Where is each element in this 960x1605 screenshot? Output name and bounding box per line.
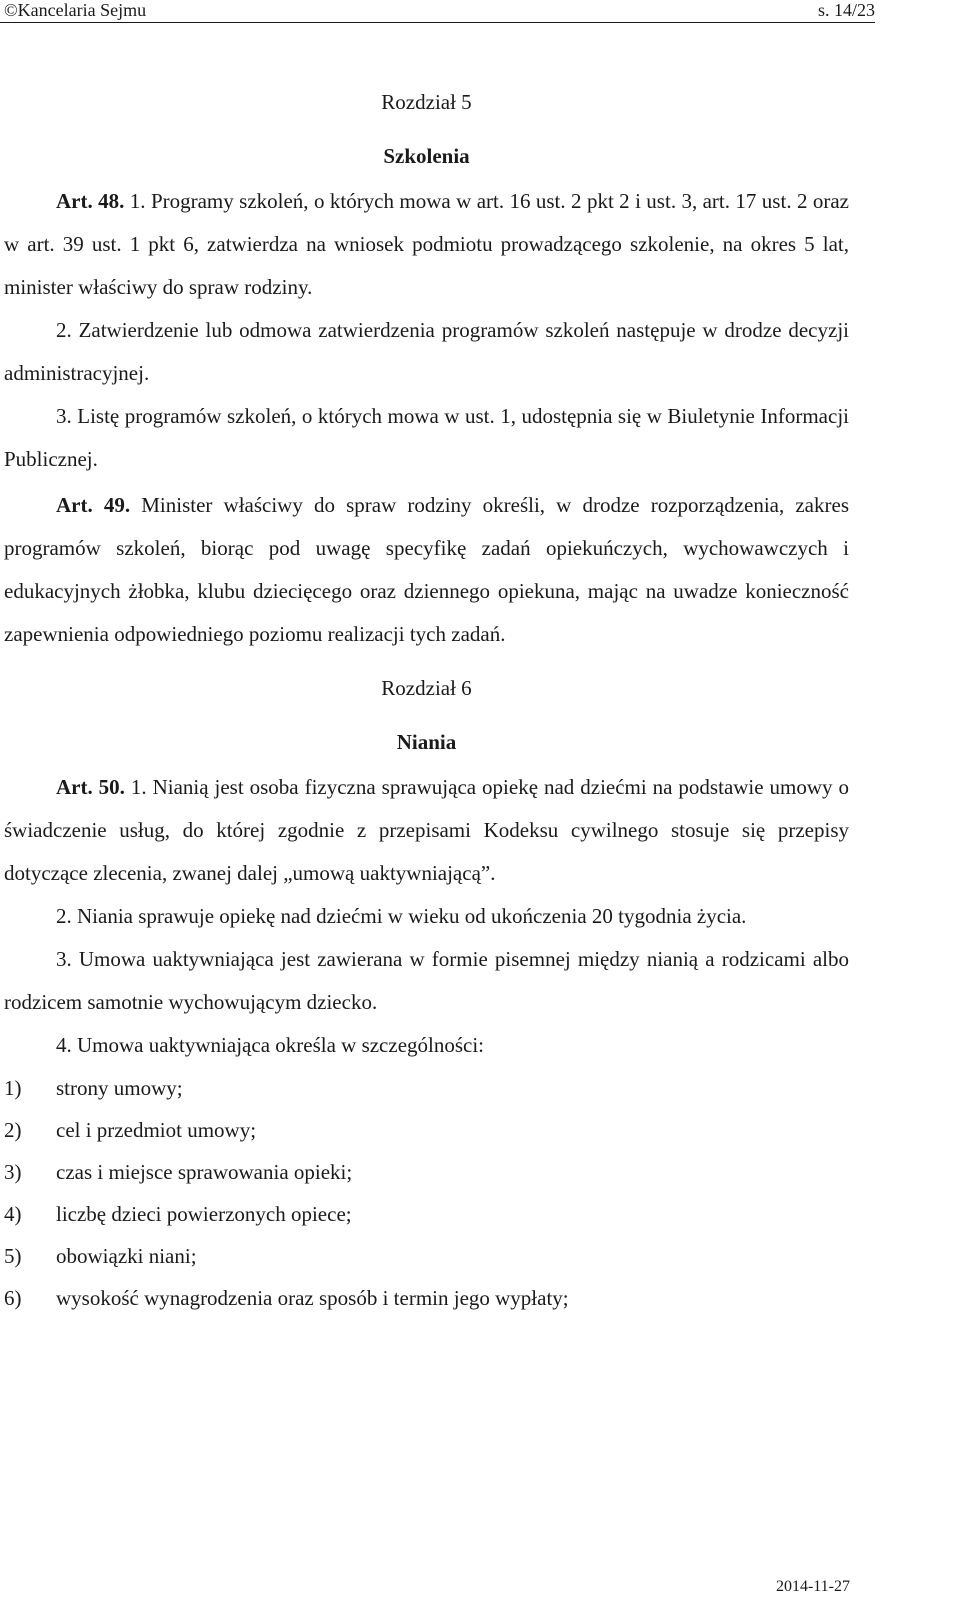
list-item: [4, 1067, 849, 1109]
art-50-para-1-text: 1. Nianią jest osoba fizyczna sprawująca opiekę nad dziećmi na podstawie umowy o świadczenie usług, do której zgodnie z przepisami Kodeksu cywilnego stosuje się przepisy dotyczące zlecenia, zwanej dalej „umową uaktywniającą”.: [4, 775, 849, 885]
art-50-heading: Art. 50.: [56, 775, 125, 799]
copyright-notice: ©Kancelaria Sejmu: [4, 0, 147, 20]
list-item: [4, 1151, 849, 1193]
list-item-number: 3): [4, 1160, 22, 1184]
document-body: [4, 81, 849, 1319]
list-item-text: obowiązki niani;: [56, 1244, 197, 1268]
art-48-heading: Art. 48.: [56, 189, 125, 213]
list-item-number: 5): [4, 1244, 22, 1268]
art-48-para-3: 3. Listę programów szkoleń, o których mowa w ust. 1, udostępnia się w Biuletynie Informacji Publicznej.: [4, 404, 849, 471]
list-item-text: wysokość wynagrodzenia oraz sposób i termin jego wypłaty;: [56, 1286, 569, 1310]
list-item-number: 2): [4, 1118, 22, 1142]
page-header: [0, 0, 875, 22]
art-50-para-4: 4. Umowa uaktywniająca określa w szczególności:: [56, 1033, 485, 1057]
art-49-text: Minister właściwy do spraw rodziny określi, w drodze rozporządzenia, zakres programów szkoleń, biorąc pod uwagę specyfikę zadań opiekuńczych, wychowawczych i edukacyjnych żłobka, klubu dziecięcego oraz dziennego opiekuna, mając na uwadze konieczność zapewnienia odpowiedniego poziomu realizacji tych zadań.: [4, 493, 849, 646]
art-50-para-2: 2. Niania sprawuje opiekę nad dziećmi w wieku od ukończenia 20 tygodnia życia.: [56, 904, 747, 928]
list-item-text: cel i przedmiot umowy;: [56, 1118, 257, 1142]
list-item: [4, 1277, 849, 1319]
art-48-para-1-text: 1. Programy szkoleń, o których mowa w art. 16 ust. 2 pkt 2 i ust. 3, art. 17 ust. 2 oraz w art. 39 ust. 1 pkt 6, zatwierdza na wniosek podmiotu prowadzącego szkolenie, na okres 5 lat, minister właściwy do spraw rodziny.: [4, 189, 849, 299]
art-50-list: [4, 1067, 849, 1319]
chapter-6-title: Niania: [396, 730, 457, 754]
header-divider: [0, 22, 875, 23]
chapter-5-label: Rozdział 5: [381, 90, 472, 114]
document-date: 2014-11-27: [775, 1578, 850, 1595]
art-50-para-1: [4, 766, 849, 895]
list-item: [4, 1235, 849, 1277]
art-49: [4, 484, 849, 656]
page-number: s. 14/23: [817, 0, 875, 20]
list-item-number: 4): [4, 1202, 22, 1226]
list-item-number: 1): [4, 1076, 22, 1100]
art-50-para-3: 3. Umowa uaktywniająca jest zawierana w formie pisemnej między nianią a rodzicami albo rodzicem samotnie wychowującym dziecko.: [4, 947, 849, 1014]
list-item-text: czas i miejsce sprawowania opieki;: [56, 1160, 353, 1184]
art-49-heading: Art. 49.: [56, 493, 131, 517]
chapter-6-label: Rozdział 6: [381, 676, 472, 700]
list-item: [4, 1193, 849, 1235]
chapter-5-title: Szkolenia: [383, 144, 470, 168]
art-48-para-2: 2. Zatwierdzenie lub odmowa zatwierdzenia programów szkoleń następuje w drodze decyzji administracyjnej.: [4, 318, 849, 385]
art-48-para-1: [4, 180, 849, 309]
list-item-text: liczbę dzieci powierzonych opiece;: [56, 1202, 352, 1226]
list-item: [4, 1109, 849, 1151]
list-item-text: strony umowy;: [56, 1076, 183, 1100]
list-item-number: 6): [4, 1286, 22, 1310]
